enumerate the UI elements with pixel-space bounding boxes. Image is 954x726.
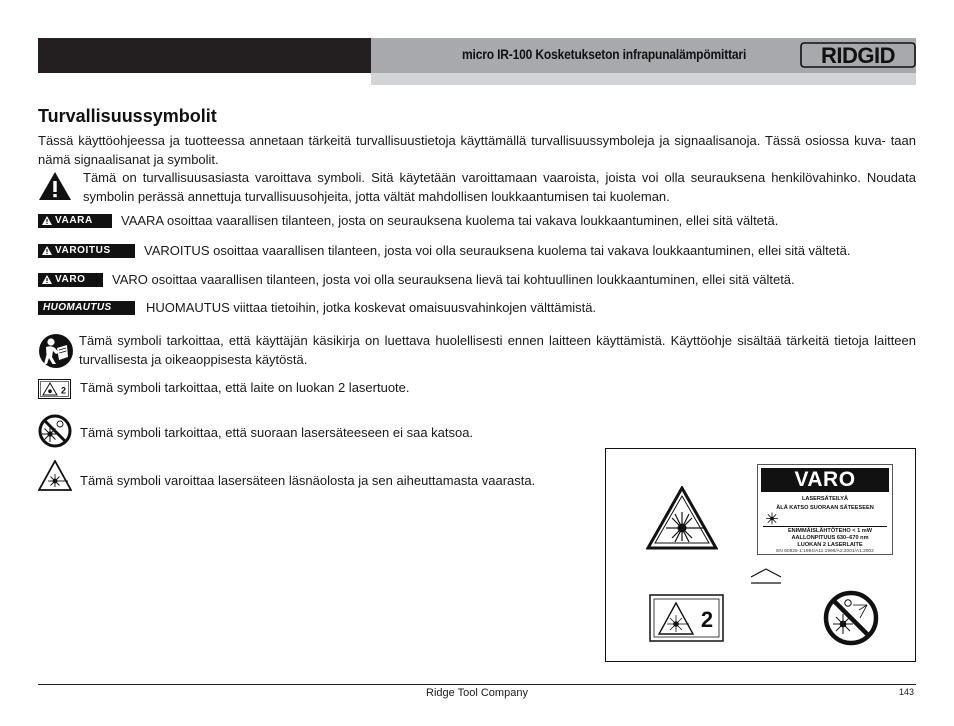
warning-triangle-icon <box>42 246 52 255</box>
varo-label: VARO <box>55 274 86 285</box>
vaara-text: VAARA osoittaa vaarallisen tilanteen, josta on seurauksena kuolema tai vakava loukkaantuminen, ellei sitä vältetä. <box>121 213 779 228</box>
laser-aperture-icon <box>749 566 783 586</box>
laser-hazard-text: Tämä symboli varoittaa lasersäteen läsnäolosta ja sen aiheuttamasta vaarasta. <box>80 473 536 488</box>
laser-label-panel <box>605 448 916 662</box>
ridgid-logo <box>800 40 916 70</box>
header-title: micro IR-100 Kosketukseton infrapunalämpömittari <box>462 46 747 62</box>
label-line-5: LUOKAN 2 LASERLAITE <box>797 542 863 548</box>
warning-triangle-icon <box>42 216 52 225</box>
varoitus-badge <box>38 244 135 258</box>
laser-hazard-icon <box>646 486 718 550</box>
laser-class-text: Tämä symboli tarkoittaa, että laite on luokan 2 lasertuote. <box>80 380 410 395</box>
no-stare-text: Tämä symboli tarkoittaa, että suoraan lasersäteeseen ei saa katsoa. <box>80 425 474 440</box>
laser-class-badge: 2 <box>60 385 67 396</box>
label-banner: VARO <box>761 468 889 492</box>
footer-rule <box>38 684 916 685</box>
laser-burst-icon <box>765 512 779 525</box>
footer-company: Ridge Tool Company <box>426 687 528 699</box>
huomautus-badge <box>38 301 135 315</box>
read-manual-icon <box>38 333 74 369</box>
vaara-badge <box>38 214 112 228</box>
label-line-1: LASERSÄTEILYÄ <box>801 496 849 502</box>
label-class-badge: 2 <box>700 607 714 632</box>
do-not-stare-icon <box>38 414 72 448</box>
label-standard: EN 60825-1:1994/A11:1996/A2:2001/A1:2002 <box>776 549 874 554</box>
label-line-2: ÄLÄ KATSO SUORAAN SÄTEESEEN <box>776 505 874 511</box>
varo-badge <box>38 273 103 287</box>
huomautus-label: HUOMAUTUS <box>43 302 112 313</box>
page-title: Turvallisuussymbolit <box>38 106 217 126</box>
intro-paragraph: Tässä käyttöohjeessa ja tuotteessa annetaan tärkeitä turvallisuustietoja käyttämällä turvallisuussymboleja ja signaalisanoja. Tässä osiossa kuva- taan nämä signaalisanat ja symbolit. <box>38 133 916 167</box>
huomautus-text: HUOMAUTUS viittaa tietoihin, jotka koskevat omaisuusvahinkojen välttämistä. <box>146 300 597 315</box>
warning-triangle-icon <box>38 171 72 201</box>
page-number: 143 <box>899 687 915 697</box>
brand-text: RIDGID <box>821 43 895 68</box>
vaara-label: VAARA <box>55 215 93 226</box>
laser-class-2-icon <box>649 594 724 642</box>
varo-text: VARO osoittaa vaarallisen tilanteen, josta voi olla seurauksena lievä tai kohtuullinen loukkaantuminen, ellei sitä vältetä. <box>112 272 795 287</box>
varoitus-label: VAROITUS <box>55 245 111 256</box>
header-underline <box>371 73 916 85</box>
label-divider <box>763 526 887 527</box>
laser-hazard-icon <box>38 460 72 491</box>
warning-triangle-icon <box>42 275 52 284</box>
do-not-stare-icon <box>823 590 879 646</box>
label-line-3: ENIMMÄISLÄHTÖTEHO < 1 mW <box>787 528 873 534</box>
manual-symbol-text: Tämä symboli tarkoittaa, että käyttäjän käsikirja on luettava huolellisesti ennen laitteen käyttämistä. Käyttöohje sisältää tärkeitä tietoja laitteen turvallisesta ja oikeaoppisesta käytöstä. <box>79 333 916 367</box>
alert-symbol-text: Tämä on turvallisuusasiasta varoittava symboli. Sitä käytetään varoittamaan vaaroista, joista voi olla seurauksena henkilövahinko. Noudata symbolin perässä annettuja turvallisuusohjeita, jotta vältät mahdollisen loukkaantumisen tai kuoleman. <box>83 170 916 204</box>
laser-class-2-icon <box>38 379 71 399</box>
warning-label <box>757 464 893 555</box>
header-dark-band <box>38 38 371 73</box>
label-line-4: AALLONPITUUS 630–670 nm <box>791 535 869 541</box>
varoitus-text: VAROITUS osoittaa vaarallisen tilanteen, josta voi olla seurauksena kuolema tai vakava loukkaantuminen, ellei sitä vältetä. <box>144 243 851 258</box>
